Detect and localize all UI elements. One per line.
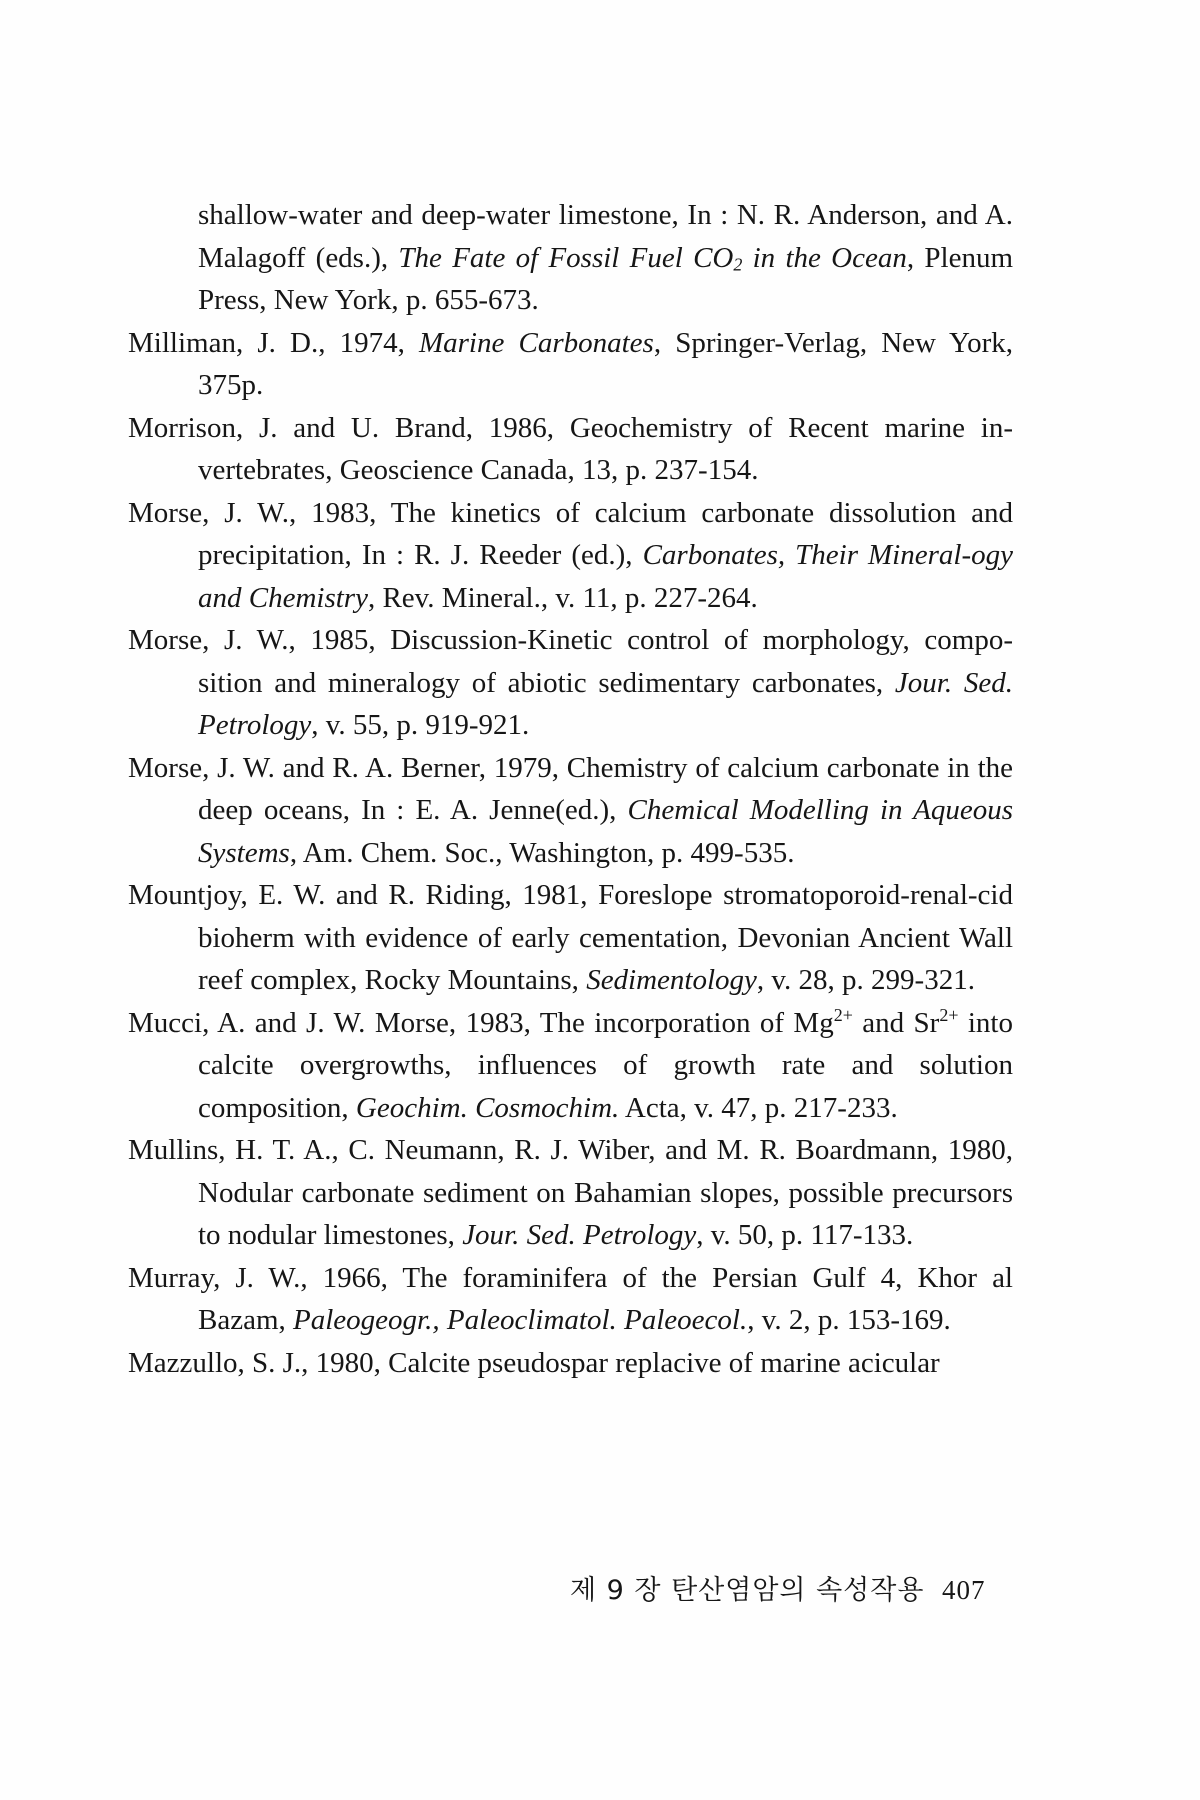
reference-text: Morrison, J. and U. Brand, 1986, Geochemistry of Recent marine in-vertebrates, Geoscience Canada, 13, p. 237-154. [128,411,1013,486]
reference-title-text: Paleogeogr., Paleoclimatol. Paleoecol. [293,1304,748,1336]
reference-entry [128,619,1013,747]
reference-text: Morse, J. W. and R. A. Berner, 1979, Chemistry of calcium carbonate in the deep oceans, In : E. A. Jenne(ed.), [128,751,1013,826]
page-footer [570,1568,986,1607]
reference-text: Milliman, J. D., 1974, [128,326,419,359]
reference-text: , Springer-Verlag, New York, 375p. [198,326,1014,401]
reference-entry [128,1002,1013,1130]
reference-title-text: 2 [733,254,743,275]
reference-text: into calcite overgrowths, influences of growth rate and solution composition, [198,1006,1013,1124]
reference-text: 2+ [833,1004,853,1025]
running-chapter-title: 제 9 장 탄산염암의 속성작용 [570,1575,925,1606]
page-number: 407 [942,1575,986,1605]
reference-entry [128,194,1013,322]
reference-text: Murray, J. W., 1966, The foraminifera of the Persian Gulf 4, Khor al Bazam, [128,1261,1013,1336]
reference-entry [128,492,1013,620]
reference-title-text: Marine Carbonates [418,326,654,359]
reference-text: , v. 2, p. 153-169. [747,1304,951,1336]
reference-title-text: in the Ocean [742,241,907,274]
reference-text: Morse, J. W., 1983, The kinetics of calcium carbonate dissolution and precipitation, In : R. J. Reeder (ed.), [128,496,1013,571]
reference-entry [128,322,1013,407]
reference-text: 2+ [939,1004,959,1025]
reference-text: , Plenum Press, New York, p. 655-673. [198,241,1014,316]
reference-text: shallow-water and deep-water limestone, In : N. R. Anderson, and A. Malagoff (eds.), [198,199,1013,274]
reference-text: Acta, v. 47, p. 217-233. [619,1091,898,1124]
reference-entry [128,747,1013,875]
reference-title-text: Sedimentology [586,964,757,996]
reference-entry [128,1342,1013,1385]
reference-text: , v. 50, p. 117-133. [696,1219,914,1251]
reference-text: Mazzullo, S. J., 1980, Calcite pseudospar replacive of marine acicular [128,1346,940,1379]
reference-title-text: Jour. Sed. Petrology [462,1219,697,1251]
reference-text: , v. 28, p. 299-321. [756,964,975,996]
reference-text: , Rev. Mineral., v. 11, p. 227-264. [367,581,758,614]
reference-entry [128,1129,1013,1257]
reference-text: Mountjoy, E. W. and R. Riding, 1981, Foreslope stromatoporoid-renal-cid bioherm with evidence of early cementation, Devonian Ancient Wall reef complex, Rocky Mountains, [128,879,1013,996]
reference-title-text: Geochim. Cosmochim. [355,1091,620,1124]
reference-title-text: The Fate of Fossil Fuel CO [398,241,734,274]
reference-title-text: Jour. Sed. Petrology [198,666,1013,741]
reference-text: , v. 55, p. 919-921. [311,709,530,741]
reference-text: and Sr [852,1006,940,1039]
reference-entry [128,874,1013,1002]
reference-title-text: Carbonates, Their Mineral-ogy and Chemistry [198,539,1013,614]
reference-entry [128,407,1013,492]
reference-text: Morse, J. W., 1985, Discussion-Kinetic control of morphology, compo-sition and mineralogy of abiotic sedimentary carbonates, [128,624,1013,699]
reference-entry [128,1257,1013,1342]
reference-list [128,194,1013,1384]
reference-text: Mucci, A. and J. W. Morse, 1983, The incorporation of Mg [128,1006,834,1039]
reference-text: Mullins, H. T. A., C. Neumann, R. J. Wiber, and M. R. Boardmann, 1980, Nodular carbonate sediment on Bahamian slopes, possible precursors to nodular limestones, [128,1134,1013,1251]
reference-text: , Am. Chem. Soc., Washington, p. 499-535. [289,836,795,869]
reference-title-text: Chemical Modelling in Aqueous Systems [198,794,1013,869]
